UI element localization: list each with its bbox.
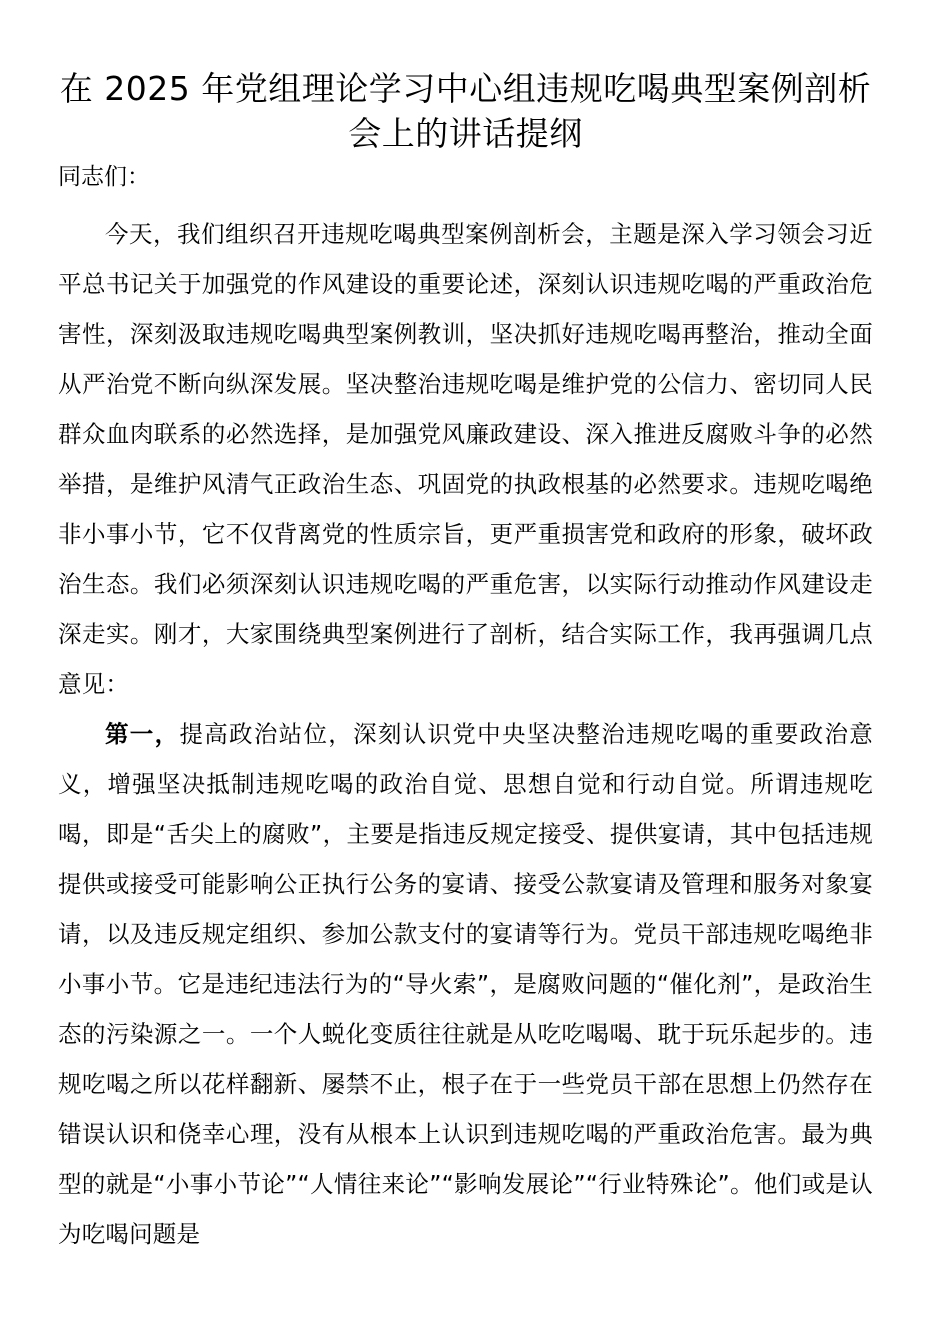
- paragraph-point-one: [58, 709, 873, 1259]
- document-title: 在 2025 年党组理论学习中心组违规吃喝典型案例剖析会上的讲话提纲: [59, 69, 872, 153]
- salutation: 同志们：: [58, 164, 150, 190]
- paragraph-text: 提高政治站位，深刻认识党中央坚决整治违规吃喝的重要政治意义，增强坚决抵制违规吃喝的政治自觉、思想自觉和行动自觉。所谓违规吃喝，即是“舌尖上的腐败”，主要是指违反规定接受、提供宴请，其中包括违规提供或接受可能影响公正执行公务的宴请、接受公款宴请及管理和服务对象宴请，以及违反规定组织、参加公款支付的宴请等行为。党员干部违规吃喝绝非小事小节。它是违纪违法行为的“导火索”，是腐败问题的“催化剂”，是政治生态的污染源之一。一个人蜕化变质往往就是从吃吃喝喝、耽于玩乐起步的。违规吃喝之所以花样翻新、屡禁不止，根子在于一些党员干部在思想上仍然存在错误认识和侥幸心理，没有从根本上认识到违规吃喝的严重政治危害。最为典型的就是“小事小节论”“人情往来论”“影响发展论”“行业特殊论”。他们或是认为吃喝问题是: [58, 720, 873, 1248]
- paragraph-intro: [58, 209, 873, 709]
- paragraph-lead: 第一，: [105, 720, 180, 748]
- paragraph-text: 今天，我们组织召开违规吃喝典型案例剖析会，主题是深入学习领会习近平总书记关于加强党的作风建设的重要论述，深刻认识违规吃喝的严重政治危害性，深刻汲取违规吃喝典型案例教训，坚决抓好违规吃喝再整治，推动全面从严治党不断向纵深发展。坚决整治违规吃喝是维护党的公信力、密切同人民群众血肉联系的必然选择，是加强党风廉政建设、深入推进反腐败斗争的必然举措，是维护风清气正政治生态、巩固党的执政根基的必然要求。违规吃喝绝非小事小节，它不仅背离党的性质宗旨，更严重损害党和政府的形象，破坏政治生态。我们必须深刻认识违规吃喝的严重危害，以实际行动推动作风建设走深走实。刚才，大家围绕典型案例进行了剖析，结合实际工作，我再强调几点意见：: [58, 220, 873, 698]
